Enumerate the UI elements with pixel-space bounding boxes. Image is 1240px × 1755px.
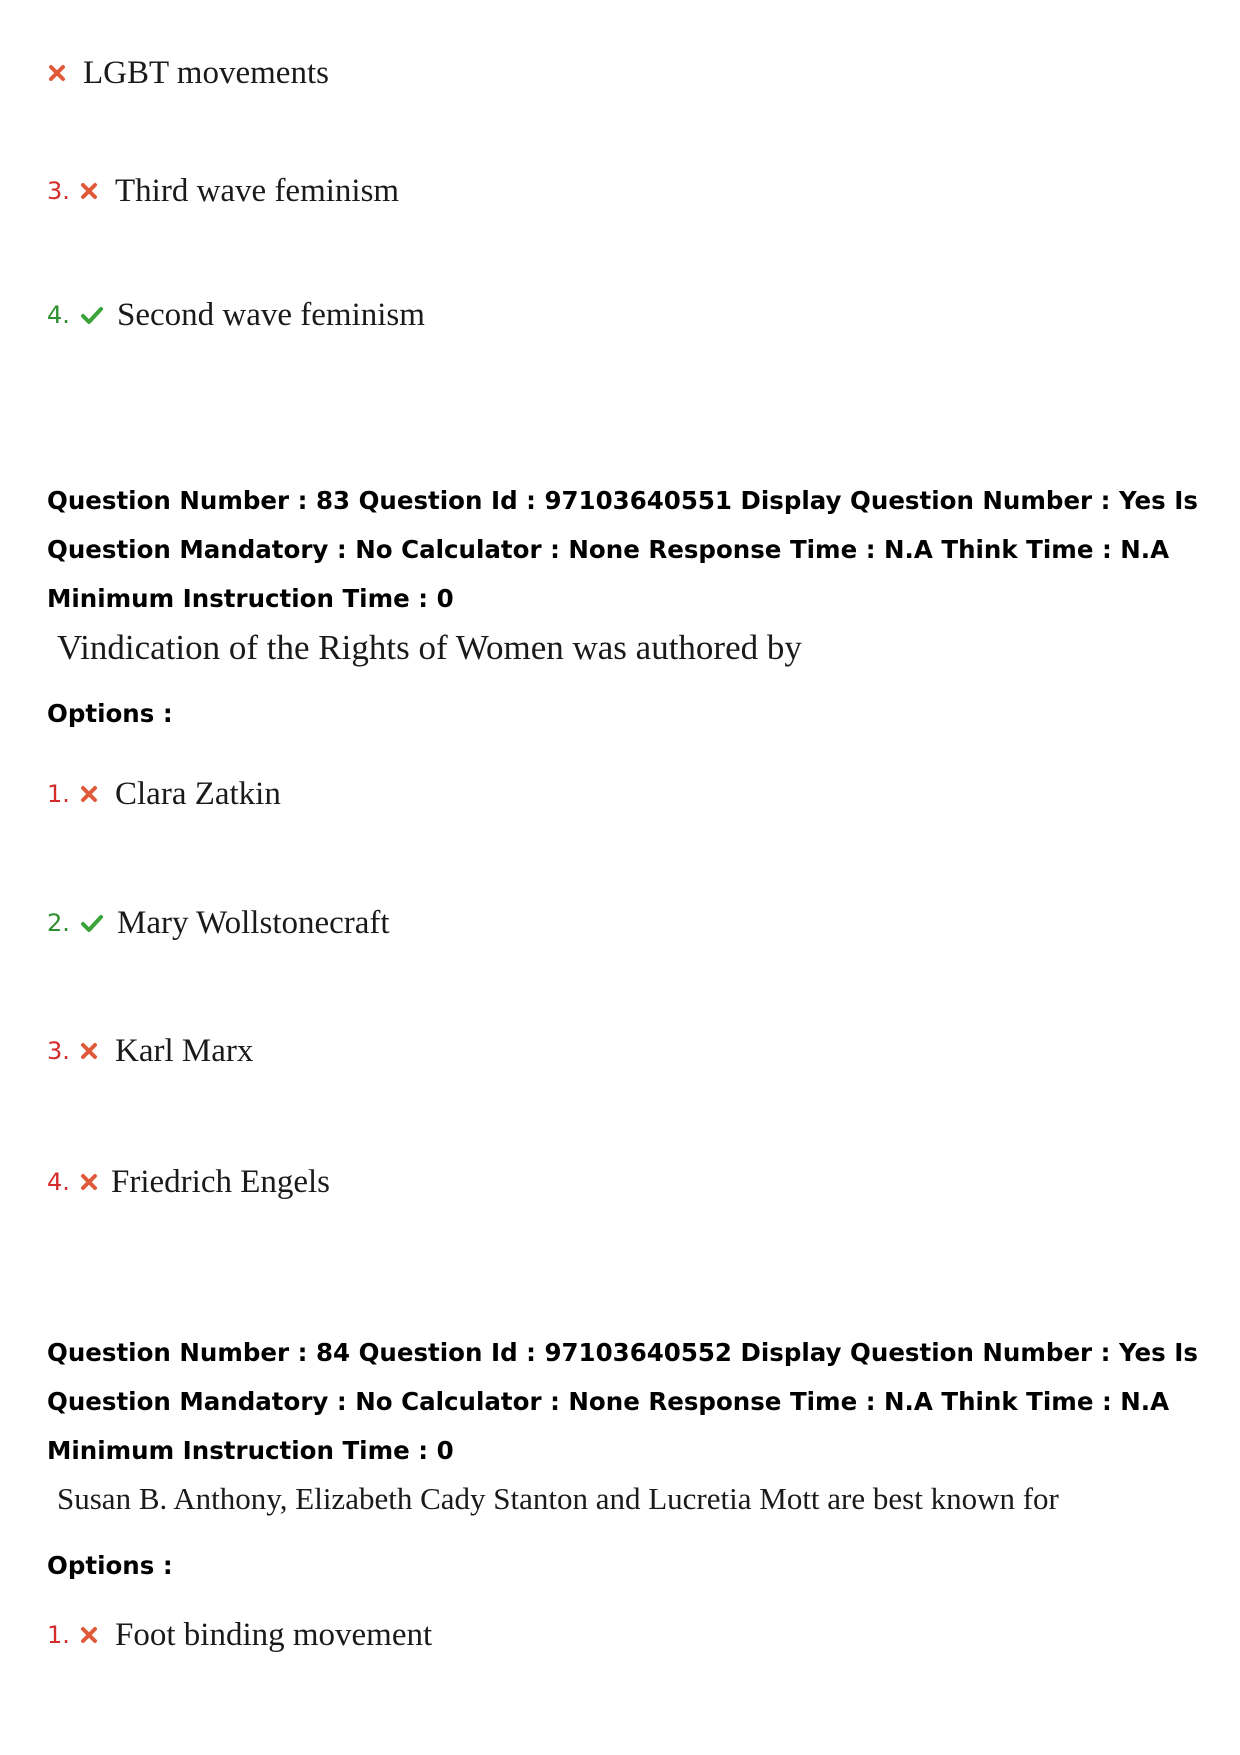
option-text: LGBT movements bbox=[83, 54, 329, 91]
option-row bbox=[47, 1027, 253, 1075]
option-row bbox=[47, 1158, 330, 1206]
option-text: Third wave feminism bbox=[115, 172, 400, 209]
cross-icon bbox=[47, 63, 67, 83]
option-number: 3. bbox=[47, 177, 70, 205]
check-icon bbox=[79, 913, 105, 933]
option-text: Foot binding movement bbox=[115, 1616, 433, 1653]
option-text: Karl Marx bbox=[115, 1032, 254, 1069]
cross-icon bbox=[79, 1625, 99, 1645]
options-label: Options : bbox=[47, 699, 173, 728]
option-number: 4. bbox=[47, 301, 70, 329]
option-row bbox=[47, 770, 281, 818]
cross-icon bbox=[79, 1172, 99, 1192]
option-text: Second wave feminism bbox=[117, 296, 425, 333]
option-row bbox=[47, 167, 399, 215]
option-text: Clara Zatkin bbox=[115, 775, 281, 812]
option-row bbox=[47, 899, 390, 947]
option-number: 2. bbox=[47, 909, 70, 937]
options-label: Options : bbox=[47, 1551, 173, 1580]
check-icon bbox=[79, 305, 105, 325]
cross-icon bbox=[79, 181, 99, 201]
option-number: 4. bbox=[47, 1168, 70, 1196]
option-number: 3. bbox=[47, 1037, 70, 1065]
option-row bbox=[47, 49, 329, 97]
option-row bbox=[47, 1611, 432, 1659]
cross-icon bbox=[79, 1041, 99, 1061]
question-meta: Question Number : 83 Question Id : 97103640551 Display Question Number : Yes Is Question Mandatory : No Calculator : None Response Time : N.A Think Time : N.A Minimum Instruction Time : 0 bbox=[47, 486, 1198, 613]
option-text: Friedrich Engels bbox=[111, 1163, 331, 1200]
option-text: Mary Wollstonecraft bbox=[117, 904, 390, 941]
option-number: 1. bbox=[47, 780, 70, 808]
cross-icon bbox=[79, 784, 99, 804]
question-meta: Question Number : 84 Question Id : 97103640552 Display Question Number : Yes Is Question Mandatory : No Calculator : None Response Time : N.A Think Time : N.A Minimum Instruction Time : 0 bbox=[47, 1338, 1198, 1465]
question-text: Vindication of the Rights of Women was authored by bbox=[57, 628, 802, 667]
option-row bbox=[47, 291, 425, 339]
question-text: Susan B. Anthony, Elizabeth Cady Stanton and Lucretia Mott are best known for bbox=[57, 1481, 1059, 1516]
option-number: 1. bbox=[47, 1621, 70, 1649]
